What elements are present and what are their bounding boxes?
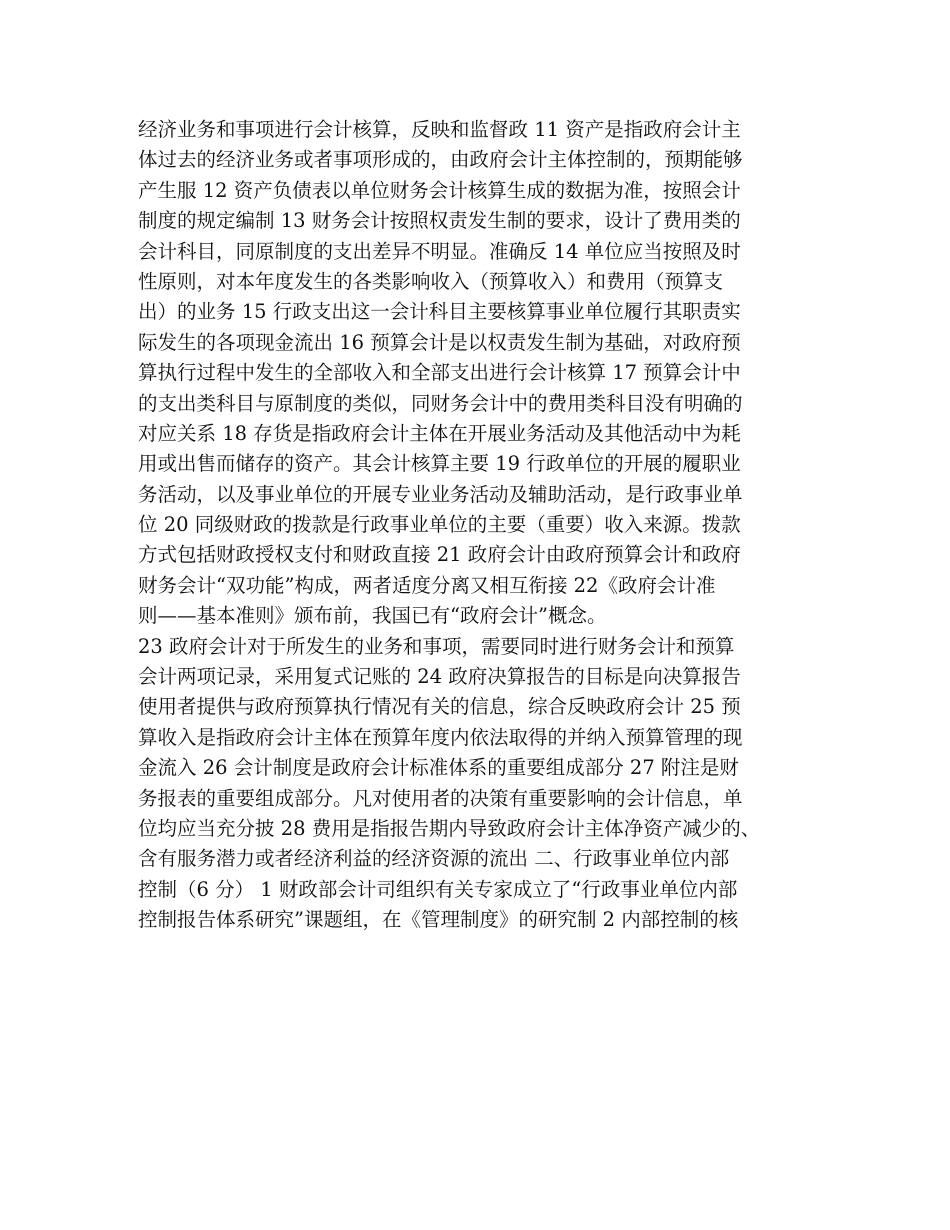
text-line: 算执行过程中发生的全部收入和全部支出进行会计核算 17 预算会计中 — [138, 361, 741, 385]
text-line: 出）的业务 15 行政支出这一会计科目主要核算事业单位履行其职责实 — [138, 300, 741, 324]
text-line: 控制（6 分） 1 财政部会计司组织有关专家成立了“行政事业单位内部 — [138, 877, 738, 901]
text-line: 性原则，对本年度发生的各类影响收入（预算收入）和费用（预算支 — [138, 269, 724, 293]
text-line: 际发生的各项现金流出 16 预算会计是以权责发生制为基础，对政府预 — [138, 330, 741, 354]
text-line: 算收入是指政府会计主体在预算年度内依法取得的并纳入预算管理的现 — [138, 725, 743, 749]
text-line: 用或出售而储存的资产。其会计核算主要 19 行政单位的开展的履职业 — [138, 452, 741, 476]
text-line: 经济业务和事项进行会计核算，反映和监督政 11 资产是指政府会计主 — [138, 118, 741, 141]
text-line: 制度的规定编制 13 财务会计按照权责发生制的要求，设计了费用类的 — [138, 209, 741, 233]
text-line: 的支出类科目与原制度的类似，同财务会计中的费用类科目没有明确的 — [138, 391, 743, 415]
text-line: 务活动，以及事业单位的开展专业业务活动及辅助活动，是行政事业单 — [138, 482, 743, 506]
text-line: 23 政府会计对于所发生的业务和事项，需要同时进行财务会计和预算 — [138, 634, 735, 658]
body-text — [138, 115, 818, 936]
text-line: 控制报告体系研究”课题组，在《管理制度》的研究制 2 内部控制的核 — [138, 908, 739, 932]
text-line: 位均应当充分披 28 费用是指报告期内导致政府会计主体净资产减少的、 — [138, 816, 761, 840]
text-line: 金流入 26 会计制度是政府会计标准体系的重要组成部分 27 附注是财 — [138, 756, 739, 780]
text-line: 含有服务潜力或者经济利益的经济资源的流出 二、行政事业单位内部 — [138, 847, 730, 871]
text-line: 位 20 同级财政的拨款是行政事业单位的主要（重要）收入来源。拨款 — [138, 513, 741, 537]
text-line: 财务会计“双功能”构成，两者适度分离又相互衔接 22《政府会计准 — [138, 573, 716, 597]
text-line: 产生服 12 资产负债表以单位财务会计核算生成的数据为准，按照会计 — [138, 178, 741, 202]
text-line: 对应关系 18 存货是指政府会计主体在开展业务活动及其他活动中为耗 — [138, 421, 741, 445]
text-line: 使用者提供与政府预算执行情况有关的信息，综合反映政府会计 25 预 — [138, 695, 741, 719]
text-line: 方式包括财政授权支付和财政直接 21 政府会计由政府预算会计和政府 — [138, 543, 741, 567]
text-line: 务报表的重要组成部分。凡对使用者的决策有重要影响的会计信息，单 — [138, 786, 743, 810]
text-line: 则——基本准则》颁布前，我国已有“政府会计”概念。 — [138, 604, 607, 628]
text-line: 会计两项记录，采用复式记账的 24 政府决算报告的目标是向决算报告 — [138, 665, 741, 689]
text-line: 体过去的经济业务或者事项形成的，由政府会计主体控制的，预期能够 — [138, 148, 743, 172]
text-line: 会计科目，同原制度的支出差异不明显。准确反 14 单位应当按照及时 — [138, 239, 741, 263]
